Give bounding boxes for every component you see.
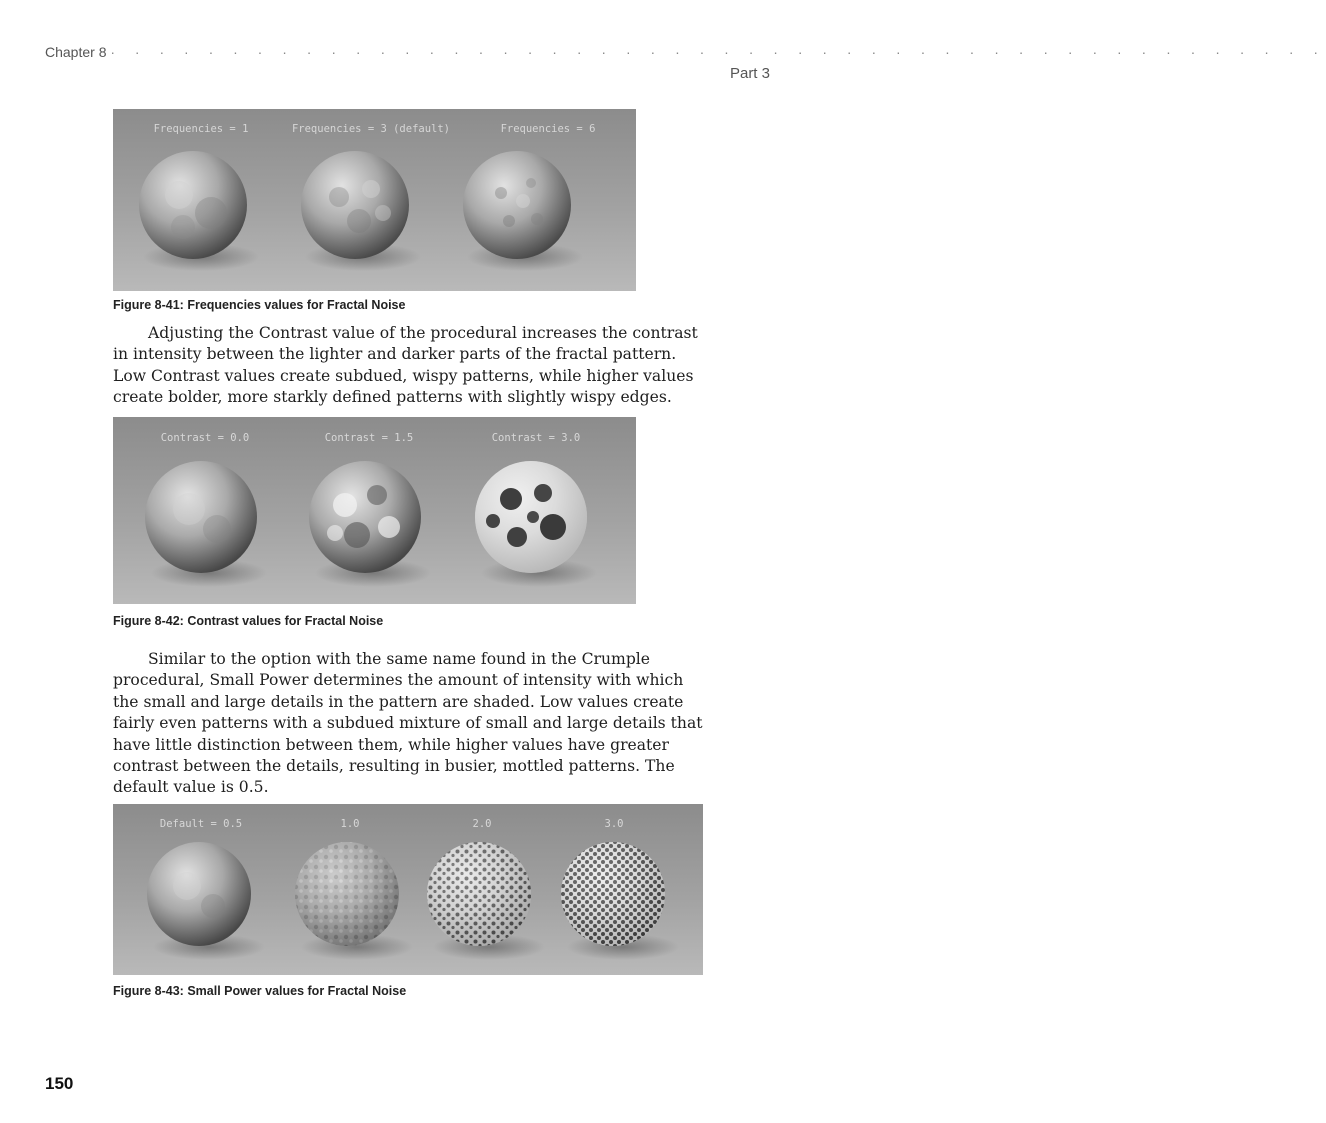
- page-number: 150: [45, 1074, 74, 1093]
- label-frequencies-6: Frequencies = 6: [500, 123, 596, 135]
- sphere-contrast-3-0: [475, 461, 597, 587]
- sphere-frequencies-1: [139, 151, 259, 271]
- sphere-frequencies-3: [301, 151, 421, 271]
- figure-8-42-image: [113, 417, 636, 604]
- sphere-contrast-1-5: [309, 461, 431, 587]
- figure-8-41-caption: Figure 8-41: Frequencies values for Fractal Noise: [113, 298, 406, 312]
- part-label: Part 3: [729, 65, 770, 82]
- sphere-contrast-0: [145, 461, 267, 587]
- chapter-header: [45, 43, 1326, 61]
- sphere-small-power-1-0: [295, 842, 413, 960]
- label-frequencies-3: Frequencies = 3 (default): [291, 123, 451, 135]
- label-frequencies-1: Frequencies = 1: [153, 123, 249, 135]
- paragraph-contrast: Adjusting the Contrast value of the procedural increases the contrast in intensity between the lighter and darker parts of the fractal pattern. Low Contrast values create subdued, wispy patterns, while higher values create bolder, more starkly defined patterns with slightly wispy edges.: [113, 324, 698, 407]
- label-contrast-0: Contrast = 0.0: [160, 432, 250, 444]
- figure-8-43-image: [113, 804, 703, 975]
- label-contrast-3-0: Contrast = 3.0: [491, 432, 581, 444]
- sphere-small-power-3-0: [561, 842, 679, 960]
- figure-8-43-caption: Figure 8-43: Small Power values for Fractal Noise: [113, 984, 407, 998]
- chapter-label: Chapter 8: [45, 44, 107, 60]
- figure-8-42-caption: Figure 8-42: Contrast values for Fractal Noise: [113, 614, 384, 628]
- header-dot-leader: · · · · · · · · · · · · · · · · · · · · · · · · · · · · · · · · · · · · · · · · · · · · · · · · · ·: [110, 44, 1326, 60]
- label-small-power-1-0: 1.0: [340, 818, 360, 830]
- label-small-power-default: Default = 0.5: [159, 818, 243, 830]
- label-small-power-2-0: 2.0: [472, 818, 492, 830]
- paragraph-small-power: Similar to the option with the same name found in the Crumple procedural, Small Power determines the amount of intensity with which the small and large details in the pattern are shaded. Low values create fairly even patterns with a subdued mixture of small and large details that have little distinction between them, while higher values have greater contrast between the details, resulting in busier, mottled patterns. The default value is 0.5.: [113, 650, 703, 797]
- figure-8-41-image: [113, 109, 636, 291]
- sphere-small-power-2-0: [427, 842, 545, 960]
- sphere-small-power-0-5: [147, 842, 265, 960]
- label-contrast-1-5: Contrast = 1.5: [324, 432, 414, 444]
- sphere-frequencies-6: [463, 151, 583, 271]
- label-small-power-3-0: 3.0: [604, 818, 624, 830]
